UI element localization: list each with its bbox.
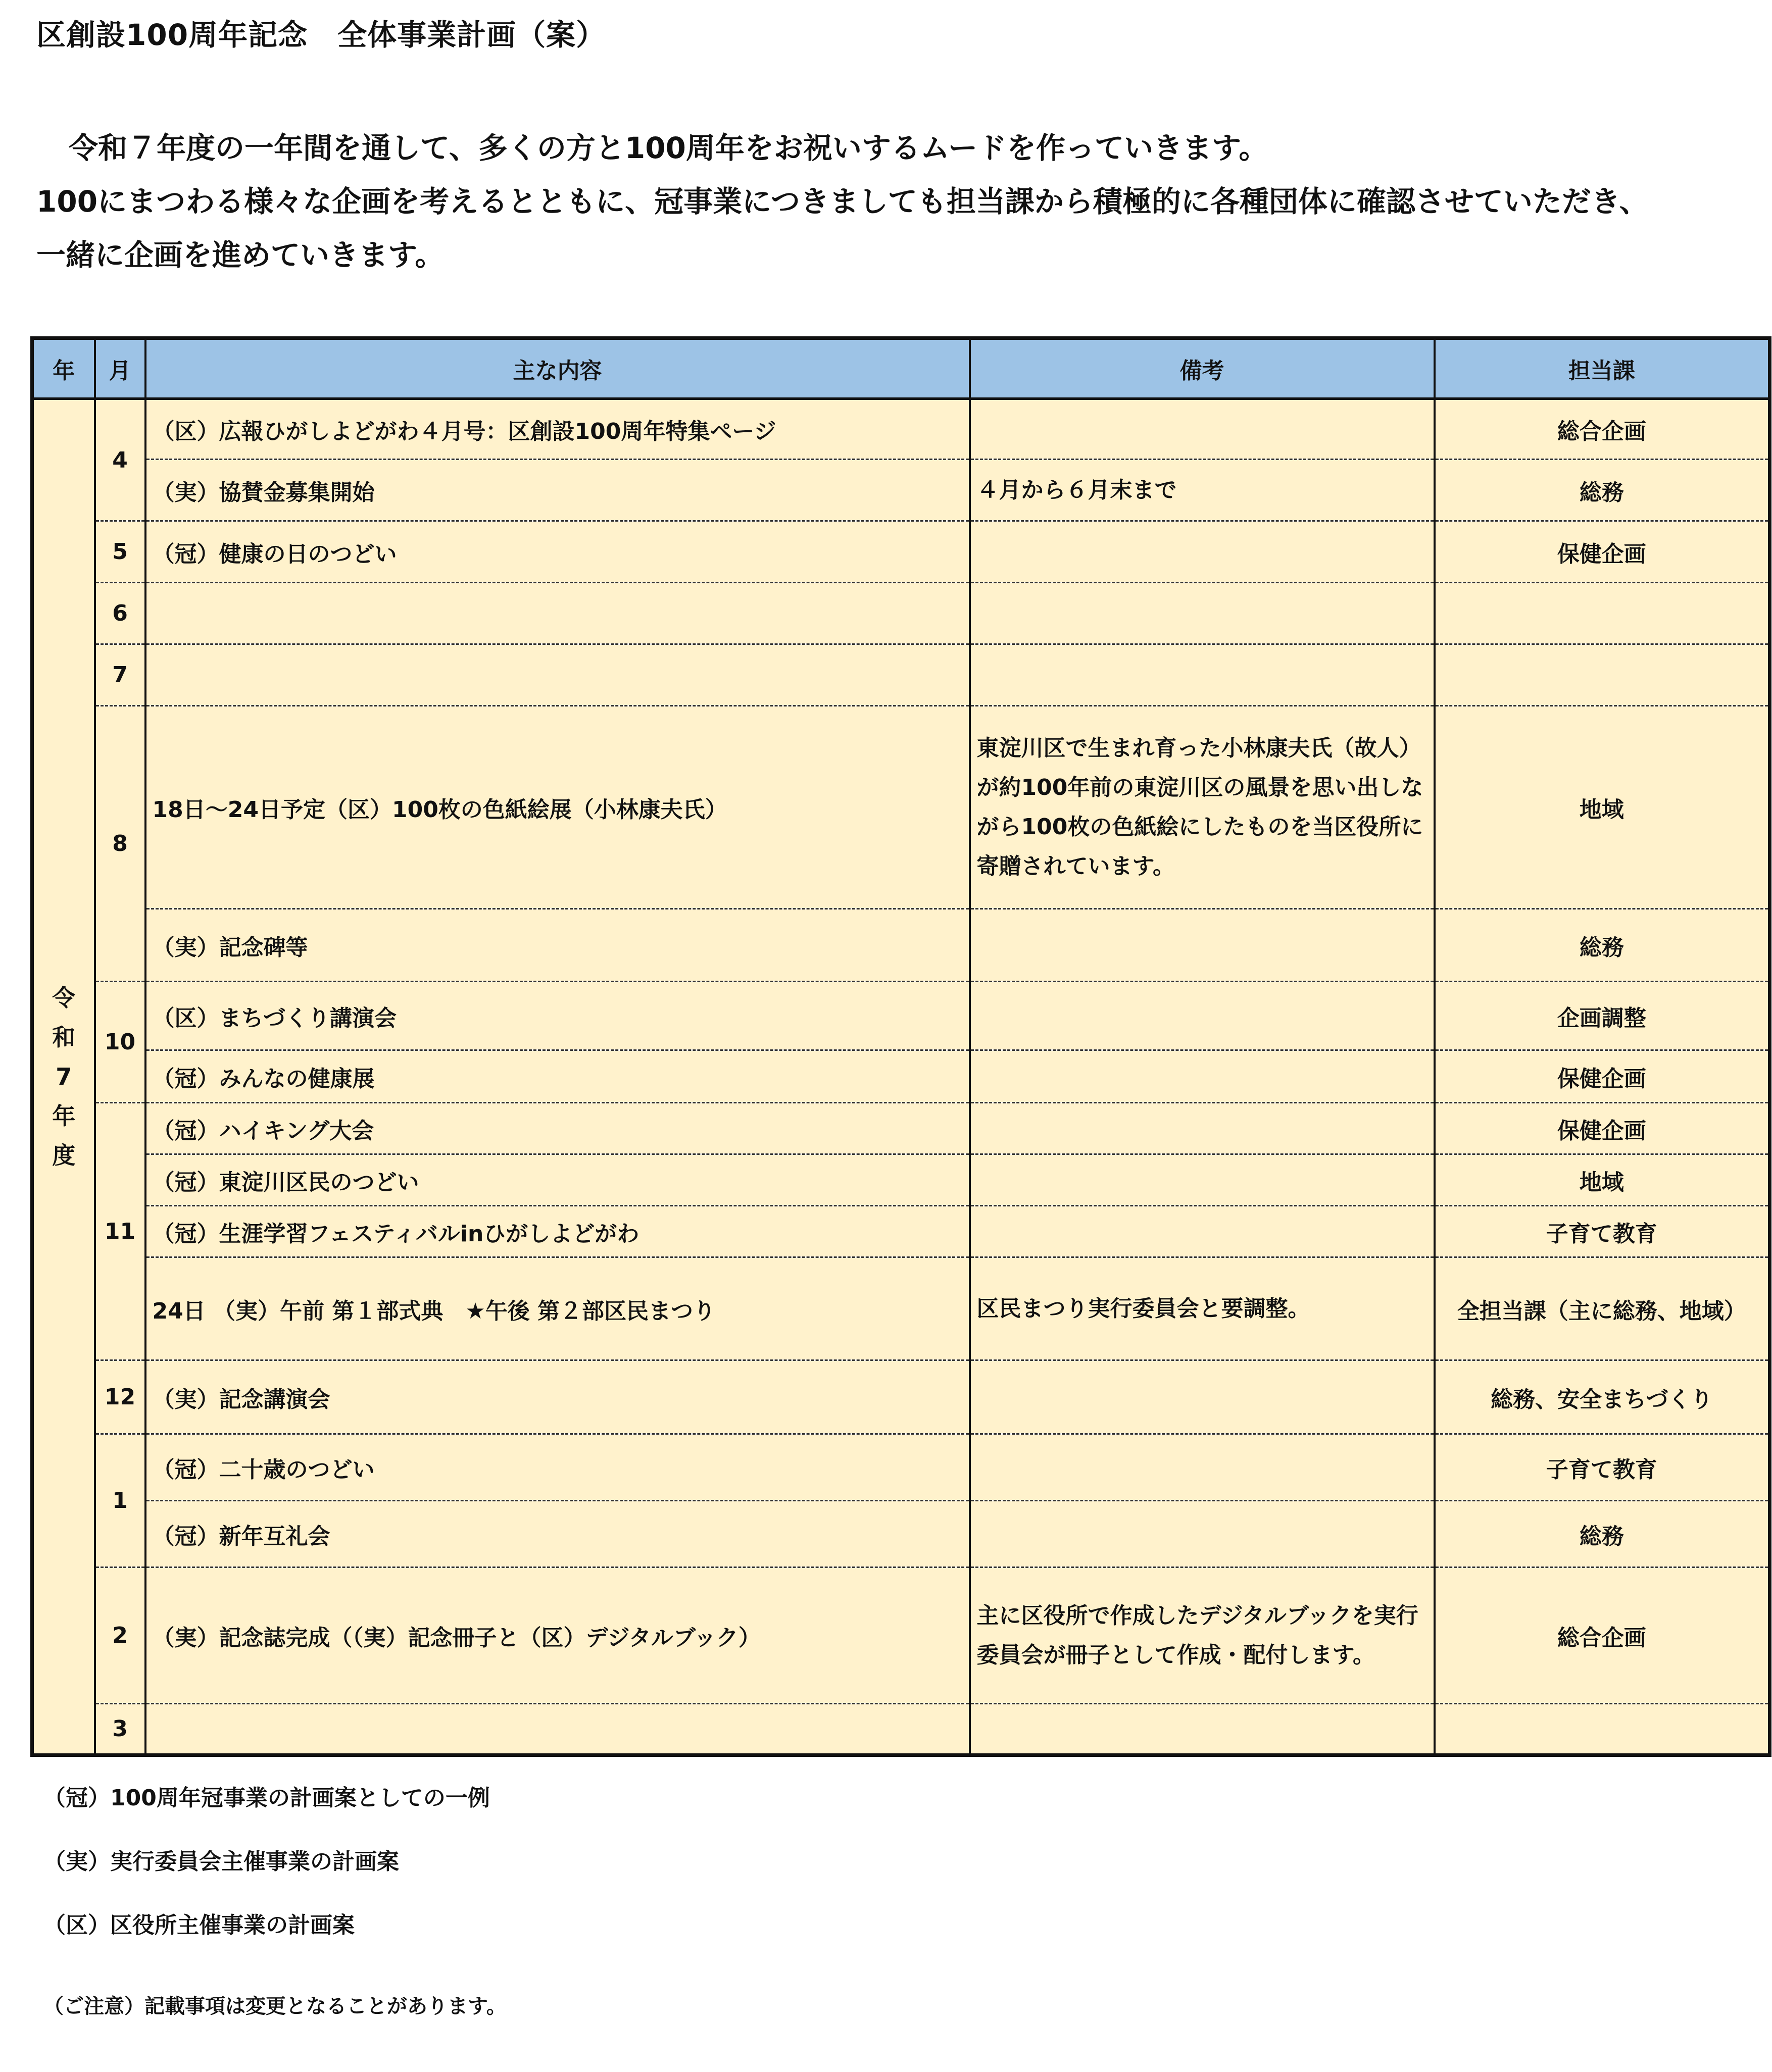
dept-cell: 総務 [1435,1501,1770,1568]
content-cell: （冠）ハイキング大会 [145,1103,970,1154]
note-cell [970,909,1435,982]
note-cell [970,982,1435,1050]
table-header-row [32,338,1770,399]
dept-cell: 子育て教育 [1435,1206,1770,1257]
year-char: 和 [52,1024,76,1051]
note-cell [970,1501,1435,1568]
table-row [32,982,1770,1050]
note-cell [970,1050,1435,1103]
header-month: 月 [95,338,145,399]
dept-cell: 総務 [1435,460,1770,521]
content-cell: （実）記念碑等 [145,909,970,982]
month-cell-12: 12 [95,1360,145,1434]
dept-cell [1435,583,1770,644]
dept-cell: 総務 [1435,909,1770,982]
note-cell: 東淀川区で生まれ育った小林康夫氏（故人）が約100年前の東淀川区の風景を思い出しながら100枚の色紙絵にしたものを当区役所に寄贈されています。 [970,706,1435,909]
header-year: 年 [32,338,95,399]
table-row [32,1050,1770,1103]
legend-kan: （冠）100周年冠事業の計画案としての一例 [43,1785,490,1811]
table-row [32,1434,1770,1501]
notice-text: （ご注意）記載事項は変更となることがあります。 [43,1995,507,2018]
table-row [32,1360,1770,1434]
year-char: 年 [52,1102,76,1130]
dept-cell: 地域 [1435,1154,1770,1206]
header-note: 備考 [970,338,1435,399]
month-cell-3: 3 [95,1704,145,1755]
content-cell: （実）記念誌完成（（実）記念冊子と（区）デジタルブック） [145,1568,970,1704]
content-cell: （区）まちづくり講演会 [145,982,970,1050]
note-cell [970,1154,1435,1206]
content-cell: （冠）健康の日のつどい [145,521,970,583]
note-cell [970,583,1435,644]
table-row [32,583,1770,644]
dept-cell: 企画調整 [1435,982,1770,1050]
dept-cell [1435,1704,1770,1755]
month-cell-1: 1 [95,1434,145,1568]
content-cell: （冠）二十歳のつどい [145,1434,970,1501]
year-cell [32,399,95,1755]
note-cell: 主に区役所で作成したデジタルブックを実行委員会が冊子として作成・配付します。 [970,1568,1435,1704]
intro-paragraph [36,121,1764,282]
intro-line-1: 令和７年度の一年間を通して、多くの方と100周年をお祝いするムードを作っていきます。 [69,131,1268,165]
dept-cell: 子育て教育 [1435,1434,1770,1501]
table-row [32,1704,1770,1755]
dept-cell: 地域 [1435,706,1770,909]
year-char: 令 [52,984,76,1012]
month-cell-11: 11 [95,1103,145,1360]
header-content: 主な内容 [145,338,970,399]
year-char: 7 [56,1063,72,1090]
content-cell: （実）協賛金募集開始 [145,460,970,521]
month-cell-2: 2 [95,1568,145,1704]
dept-cell: 総合企画 [1435,399,1770,460]
plan-table [30,336,1771,1757]
content-cell: （冠）みんなの健康展 [145,1050,970,1103]
dept-cell: 総務、安全まちづくり [1435,1360,1770,1434]
header-dept: 担当課 [1435,338,1770,399]
legend [43,1766,490,1957]
dept-cell: 総合企画 [1435,1568,1770,1704]
note-cell [970,1206,1435,1257]
table-row [32,399,1770,460]
table-row [32,521,1770,583]
page-title: 区創設100周年記念 全体事業計画（案） [36,18,606,52]
table-row [32,1154,1770,1206]
dept-cell [1435,644,1770,706]
note-cell: 区民まつり実行委員会と要調整。 [970,1257,1435,1360]
note-cell [970,1434,1435,1501]
legend-ku: （区）区役所主催事業の計画案 [43,1912,355,1938]
content-cell [145,583,970,644]
month-cell-5: 5 [95,521,145,583]
content-cell: （冠）東淀川区民のつどい [145,1154,970,1206]
note-cell [970,399,1435,460]
content-cell: （区）広報ひがしよどがわ４月号：区創設100周年特集ページ [145,399,970,460]
table-row [32,1501,1770,1568]
legend-jitsu: （実）実行委員会主催事業の計画案 [43,1849,399,1875]
table-row [32,644,1770,706]
intro-line-3: 一緒に企画を進めていきます。 [36,238,445,272]
note-cell [970,644,1435,706]
dept-cell: 全担当課（主に総務、地域） [1435,1257,1770,1360]
table-row [32,1257,1770,1360]
content-cell [145,1704,970,1755]
note-cell [970,1704,1435,1755]
table-row [32,1103,1770,1154]
table-row [32,460,1770,521]
table-row [32,1568,1770,1704]
content-cell: （実）記念講演会 [145,1360,970,1434]
month-cell-7: 7 [95,644,145,706]
year-char: 度 [52,1142,76,1169]
dept-cell: 保健企画 [1435,1103,1770,1154]
month-cell-4: 4 [95,399,145,521]
intro-line-2: 100にまつわる様々な企画を考えるとともに、冠事業につきましても担当課から積極的に各種団体に確認させていただき、 [36,184,1649,219]
content-cell [145,644,970,706]
note-cell [970,1103,1435,1154]
note-cell [970,1360,1435,1434]
month-cell-10: 10 [95,982,145,1103]
table-row [32,706,1770,909]
content-cell: （冠）新年互礼会 [145,1501,970,1568]
content-cell: （冠）生涯学習フェスティバルinひがしよどがわ [145,1206,970,1257]
note-cell [970,521,1435,583]
note-cell: ４月から６月末まで [970,460,1435,521]
dept-cell: 保健企画 [1435,521,1770,583]
content-cell: 24日 （実）午前 第１部式典 ★午後 第２部区民まつり [145,1257,970,1360]
month-cell-6: 6 [95,583,145,644]
month-cell-8: 8 [95,706,145,982]
dept-cell: 保健企画 [1435,1050,1770,1103]
content-cell: 18日～24日予定（区）100枚の色紙絵展（小林康夫氏） [145,706,970,909]
table-row [32,909,1770,982]
table-row [32,1206,1770,1257]
